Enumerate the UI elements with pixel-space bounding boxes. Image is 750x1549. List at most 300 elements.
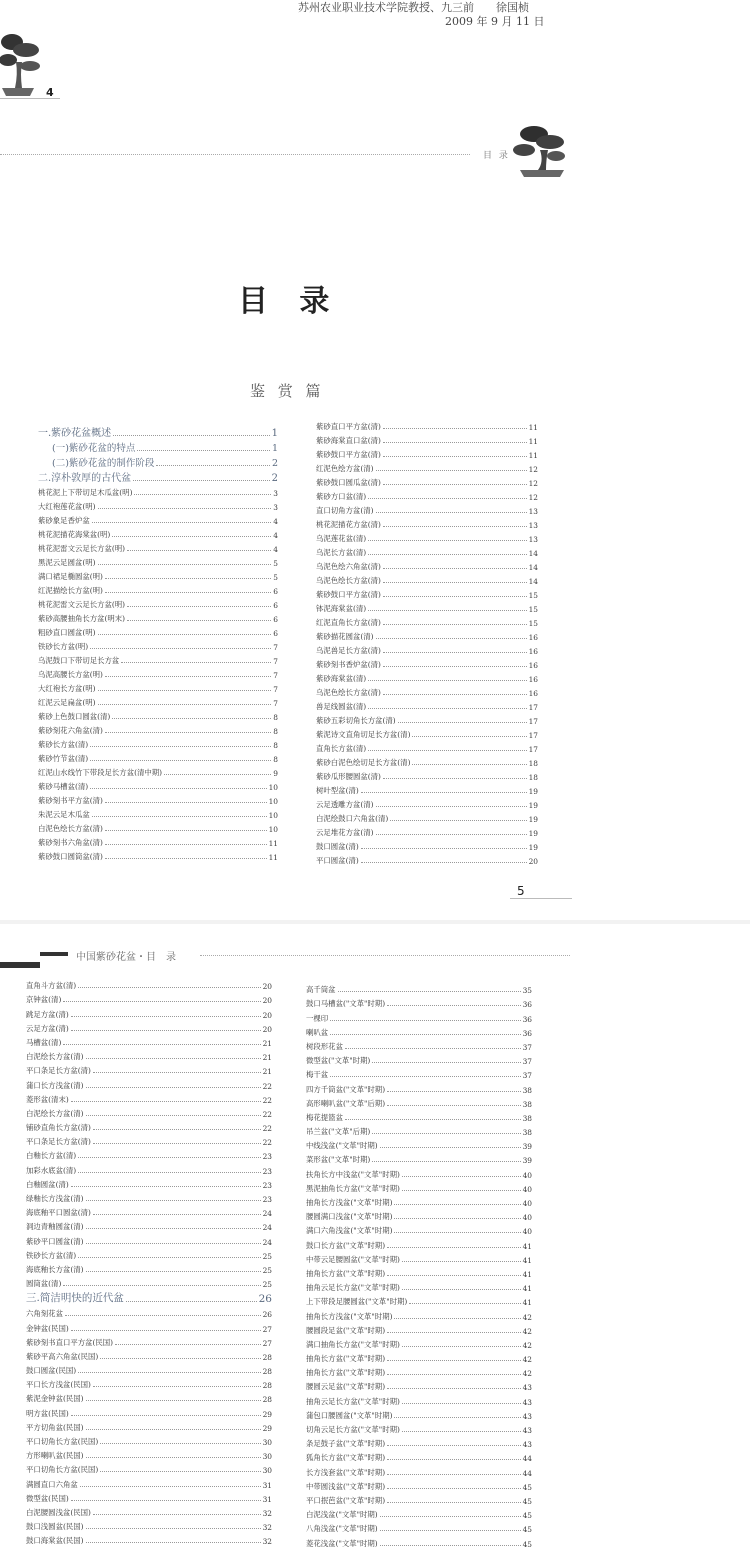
author-line: 苏州农业职业技术学院教授、九三前 徐国桢 — [298, 1, 529, 14]
toc-row — [26, 1404, 272, 1418]
page6-header-bar — [0, 962, 40, 968]
toc-entry-page: 12 — [528, 493, 538, 502]
dot-leader — [71, 1500, 261, 1501]
toc-entry-title: 紫砂白泥色绘切足长方盆(清) — [316, 758, 411, 767]
toc-row — [316, 600, 538, 614]
dot-leader — [383, 526, 527, 527]
toc-entry-page: 30 — [262, 1452, 272, 1462]
toc-row — [306, 1336, 532, 1350]
dot-leader — [105, 732, 271, 733]
toc-entry-page: 42 — [522, 1312, 532, 1322]
toc-row — [38, 652, 278, 666]
toc-row — [38, 526, 278, 540]
toc-row — [306, 1165, 532, 1179]
section-heading: 鉴 赏 篇 — [250, 382, 325, 400]
toc-entry-page: 30 — [262, 1438, 272, 1447]
toc-entry-page: 39 — [522, 1156, 532, 1166]
dot-leader — [86, 1087, 261, 1088]
toc-entry-page: 40 — [522, 1199, 532, 1208]
toc-row — [316, 628, 538, 642]
dot-leader — [394, 1204, 520, 1205]
dot-leader — [78, 987, 260, 988]
toc-entry-page: 17 — [528, 731, 538, 740]
toc-entry-title: 紫泥诗文直角切足长方盆(清) — [316, 730, 411, 739]
toc-row — [38, 638, 278, 652]
toc-row — [38, 610, 278, 624]
toc-row — [316, 516, 538, 530]
dot-leader — [376, 806, 527, 807]
page5-toc-left — [38, 424, 278, 862]
toc-row — [38, 750, 278, 764]
toc-entry-title: 桃花泥上下带切足木瓜盆(明) — [38, 488, 133, 497]
toc-entry-page: 7 — [273, 699, 278, 708]
dot-leader — [383, 582, 527, 583]
toc-entry-page: 3 — [273, 503, 278, 512]
toc-entry-page: 19 — [528, 815, 538, 824]
toc-entry-title: 微型盆("文革"时期) — [306, 1056, 371, 1066]
toc-row — [306, 995, 532, 1009]
toc-row — [306, 1038, 532, 1052]
toc-entry-title: 白泥绘长方盆(清) — [26, 1052, 84, 1062]
toc-row — [306, 1421, 532, 1435]
dot-leader — [63, 1285, 260, 1286]
dot-leader — [380, 1530, 521, 1531]
toc-entry-page: 14 — [528, 549, 538, 558]
toc-row — [306, 1024, 532, 1038]
toc-row — [26, 1334, 272, 1348]
toc-entry-page: 32 — [262, 1523, 272, 1533]
toc-entry-title: 桃花泥雷文云足长方盆(明) — [38, 600, 126, 609]
toc-entry-page: 18 — [528, 759, 538, 768]
toc-entry-title: 二.淳朴敦厚的古代盆 — [38, 473, 132, 484]
dot-leader — [390, 820, 526, 821]
dot-leader — [383, 484, 527, 485]
toc-entry-title: 中线浅盆("文革"时期) — [306, 1141, 378, 1151]
toc-entry-title: 云足堆花方盆(清) — [316, 828, 374, 837]
dot-leader — [380, 1147, 521, 1148]
toc-row — [306, 1066, 532, 1080]
dot-leader — [380, 1516, 521, 1517]
toc-entry-page: 26 — [258, 1293, 272, 1306]
toc-entry-title: 乌泥色绘长方盆(清) — [316, 688, 381, 697]
toc-entry-title: 平口条足长方盆(清) — [26, 1066, 91, 1076]
toc-row — [26, 1161, 272, 1175]
dot-leader — [164, 774, 271, 775]
toc-row — [38, 554, 278, 568]
dot-leader — [98, 634, 272, 635]
toc-entry-page: 23 — [262, 1195, 272, 1204]
dot-leader — [112, 718, 271, 719]
toc-entry-page: 38 — [522, 1085, 532, 1095]
toc-row — [26, 1034, 272, 1048]
toc-row — [38, 498, 278, 512]
toc-entry-title: 黑泥云足圆盆(明) — [38, 558, 96, 567]
toc-entry-page: 20 — [262, 982, 272, 992]
toc-entry-page: 41 — [522, 1284, 532, 1294]
toc-entry-page: 6 — [273, 615, 278, 624]
toc-entry-page: 6 — [273, 629, 278, 638]
toc-row — [316, 502, 538, 516]
toc-row — [26, 1376, 272, 1390]
toc-entry-title: 狐角长方盆("文革"时期) — [306, 1453, 386, 1463]
toc-row — [38, 834, 278, 848]
page6-header-bar-2 — [40, 952, 68, 956]
dot-leader — [394, 1417, 520, 1418]
toc-entry-title: 蒲包口腰圆盆("文革"时期) — [306, 1410, 393, 1420]
toc-row — [316, 796, 538, 810]
toc-entry-page: 41 — [522, 1241, 532, 1251]
dot-leader — [330, 1076, 520, 1077]
toc-entry-title: 朱泥云足木瓜盆 — [38, 810, 90, 819]
toc-row — [316, 558, 538, 572]
toc-entry-title: 八角浅盆("文革"时期) — [306, 1524, 378, 1534]
toc-entry-page: 8 — [273, 741, 278, 750]
toc-row — [306, 1279, 532, 1293]
toc-entry-page: 28 — [262, 1395, 272, 1405]
toc-entry-page: 40 — [522, 1213, 532, 1223]
dot-leader — [100, 1443, 260, 1444]
toc-entry-page: 5 — [273, 559, 278, 568]
toc-row — [26, 1447, 272, 1461]
toc-entry-page: 21 — [262, 1053, 272, 1063]
dot-leader — [71, 1030, 261, 1031]
toc-entry-title: 紫砂鼓口圆瓜盆(清) — [316, 478, 381, 487]
toc-entry-page: 40 — [522, 1227, 532, 1237]
toc-entry-title: 抽角长方盆("文革"时期) — [306, 1268, 386, 1278]
toc-entry-page: 25 — [262, 1251, 272, 1261]
toc-entry-page: 7 — [273, 657, 278, 666]
toc-row — [316, 754, 538, 768]
toc-row — [306, 1350, 532, 1364]
dot-leader — [98, 564, 272, 565]
toc-entry-title: 满口六角浅盆("文革"时期) — [306, 1226, 393, 1236]
toc-entry-title: 树叶型盆(清) — [316, 786, 359, 795]
dot-leader — [86, 1058, 261, 1059]
toc-row — [316, 670, 538, 684]
toc-entry-page: 41 — [522, 1269, 532, 1279]
toc-row — [316, 698, 538, 712]
toc-entry-page: 16 — [528, 661, 538, 670]
dot-leader — [387, 1388, 521, 1389]
toc-row — [306, 1123, 532, 1137]
toc-entry-title: 满口抽角长方盆("文革"时期) — [306, 1339, 400, 1349]
toc-entry-page: 28 — [262, 1352, 272, 1362]
toc-entry-page: 40 — [522, 1184, 532, 1194]
dot-leader — [394, 1232, 520, 1233]
toc-entry-page: 17 — [528, 703, 538, 712]
dot-leader — [330, 1020, 520, 1021]
toc-entry-title: 跳足方盆(清) — [26, 1009, 69, 1019]
toc-entry-title: 铁砂长方盆(清) — [26, 1250, 77, 1260]
toc-entry-title: 黑泥抽角长方盆("文革"时期) — [306, 1183, 400, 1193]
toc-entry-page: 30 — [262, 1466, 272, 1476]
dot-leader — [402, 1176, 521, 1177]
toc-row — [306, 1180, 532, 1194]
toc-entry-page: 16 — [528, 633, 538, 642]
toc-entry-page: 21 — [262, 1038, 272, 1048]
toc-entry-page: 19 — [528, 801, 538, 810]
toc-entry-page: 40 — [522, 1170, 532, 1180]
toc-entry-title: 六角刻花盆 — [26, 1309, 63, 1319]
dot-leader — [383, 428, 527, 429]
toc-entry-page: 45 — [522, 1511, 532, 1521]
toc-entry-title: 红泥描绘长方盆(明) — [38, 586, 103, 595]
toc-row — [306, 1506, 532, 1520]
toc-entry-title: 海底釉平口圆盆(清) — [26, 1208, 91, 1218]
toc-entry-page: 13 — [528, 507, 538, 516]
toc-entry-title: 绿釉长方浅盆(清) — [26, 1194, 84, 1203]
toc-row — [26, 1176, 272, 1190]
toc-entry-title: 直角长方盆(清) — [316, 744, 367, 753]
toc-entry-page: 44 — [522, 1468, 532, 1478]
toc-entry-title: 紫砂海棠盆(清) — [316, 674, 367, 683]
toc-row — [316, 460, 538, 474]
toc-row — [316, 474, 538, 488]
toc-entry-page: 26 — [262, 1310, 272, 1320]
dot-leader — [361, 792, 527, 793]
toc-row — [306, 1534, 532, 1548]
dot-leader — [394, 1318, 520, 1319]
toc-row — [26, 1348, 272, 1362]
toc-entry-title: 紫砂上色鼓口圆盆(清) — [38, 712, 111, 721]
toc-row — [306, 1322, 532, 1336]
toc-entry-title: 上下带段足腰圆盆("文革"时期) — [306, 1297, 408, 1307]
toc-entry-page: 16 — [528, 689, 538, 698]
toc-entry-page: 10 — [268, 825, 278, 834]
dot-leader — [98, 704, 272, 705]
toc-entry-title: 紫砂鼓口平方盆(清) — [316, 450, 381, 459]
toc-row — [316, 530, 538, 544]
toc-entry-title: 圆筒盆(清) — [26, 1279, 62, 1289]
dot-leader — [402, 1261, 521, 1262]
toc-entry-page: 18 — [528, 773, 538, 782]
dot-leader — [86, 1243, 261, 1244]
toc-entry-title: 金钟盆(民国) — [26, 1323, 69, 1333]
toc-entry-title: 紫砂直口平方盆(清) — [316, 422, 381, 431]
toc-entry-page: 29 — [262, 1409, 272, 1419]
dot-leader — [402, 1289, 521, 1290]
toc-entry-title: 直角斗方盆(清) — [26, 981, 77, 991]
toc-row — [306, 981, 532, 995]
dot-leader — [137, 450, 270, 451]
dot-leader — [105, 676, 271, 677]
toc-entry-title: 微型盆(民国) — [26, 1493, 69, 1503]
toc-entry-title: 加彩水底盆(清) — [26, 1165, 77, 1175]
toc-entry-title: 平口抿芭盆("文革"时期) — [306, 1495, 386, 1505]
toc-entry-page: 36 — [522, 1028, 532, 1038]
toc-entry-title: 白泥绘长方盆(清) — [26, 1108, 84, 1118]
toc-entry-title: 吊兰盆("文革"后期) — [306, 1127, 371, 1137]
toc-row — [306, 1293, 532, 1307]
toc-entry-page: 42 — [522, 1326, 532, 1336]
dot-leader — [398, 722, 527, 723]
dot-leader — [387, 1474, 521, 1475]
dot-leader — [387, 1502, 521, 1503]
toc-entry-title: 红泥云足扁盆(明) — [38, 698, 96, 707]
toc-entry-page: 43 — [522, 1426, 532, 1435]
toc-row — [26, 1518, 272, 1532]
toc-entry-page: 42 — [522, 1355, 532, 1365]
dot-leader — [86, 1457, 261, 1458]
toc-entry-page: 15 — [528, 591, 538, 600]
dot-leader — [372, 1062, 520, 1063]
toc-entry-page: 20 — [262, 996, 272, 1006]
toc-entry-page: 38 — [522, 1113, 532, 1123]
dot-leader — [78, 1257, 260, 1258]
dot-leader — [361, 848, 527, 849]
toc-entry-page: 25 — [262, 1265, 272, 1275]
toc-entry-title: 紫砂平高六角盆(民国) — [26, 1351, 99, 1361]
toc-row — [316, 572, 538, 586]
toc-row — [316, 488, 538, 502]
toc-entry-page: 28 — [262, 1367, 272, 1377]
dot-leader — [402, 1431, 521, 1432]
dot-leader — [127, 620, 271, 621]
toc-entry-title: 喇叭盆 — [306, 1027, 329, 1037]
toc-entry-page: 45 — [522, 1482, 532, 1492]
toc-entry-title: 紫砂刻书六角盆(清) — [38, 838, 103, 847]
dot-leader — [105, 592, 271, 593]
toc-row — [26, 1062, 272, 1076]
toc-row — [38, 568, 278, 582]
dot-leader — [394, 1218, 520, 1219]
toc-row — [38, 454, 278, 469]
toc-entry-page: 15 — [528, 619, 538, 628]
toc-entry-title: 条足鼓子盆("文革"时期) — [306, 1439, 386, 1449]
toc-entry-title: 乌泥鼓口下带切足长方盆 — [38, 656, 120, 665]
toc-entry-page: 39 — [522, 1142, 532, 1152]
toc-entry-page: 3 — [273, 489, 278, 498]
toc-entry-title: 长方浅套盆("文革"时期) — [306, 1467, 386, 1477]
toc-row — [26, 1289, 272, 1305]
toc-row — [306, 1307, 532, 1321]
toc-entry-title: 紫砂平口圆盆(清) — [26, 1236, 84, 1246]
toc-entry-page: 42 — [522, 1340, 532, 1350]
dot-leader — [412, 736, 526, 737]
toc-entry-title: 鼓口长方盆("文革"时期) — [306, 1240, 386, 1250]
dot-leader — [387, 1247, 521, 1248]
toc-entry-title: 抽角长方浅盆("文革"时期) — [306, 1198, 393, 1207]
dot-leader — [133, 480, 269, 481]
toc-row — [306, 1463, 532, 1477]
toc-entry-page: 37 — [522, 1042, 532, 1052]
toc-row — [306, 1151, 532, 1165]
dot-leader — [100, 1358, 260, 1359]
toc-entry-title: 洞边青釉圆盆(清) — [26, 1222, 84, 1232]
dot-leader — [93, 1143, 261, 1144]
toc-row — [26, 1076, 272, 1090]
toc-row — [38, 469, 278, 484]
toc-entry-title: 乌泥高腰长方盆(明) — [38, 670, 103, 679]
toc-entry-title: 紫砂刻书平方盆(清) — [38, 796, 103, 805]
toc-entry-title: 紫砂瓜形腰圆盆(清) — [316, 772, 381, 781]
dot-leader — [86, 1528, 261, 1529]
toc-entry-title: 平口圆盆(清) — [316, 856, 359, 865]
toc-row — [38, 596, 278, 610]
toc-row — [38, 708, 278, 722]
page-number-4: 4 — [46, 86, 54, 99]
toc-row — [316, 782, 538, 796]
toc-entry-page: 36 — [522, 1014, 532, 1024]
page5-running-header: 目 录 — [483, 151, 510, 161]
toc-entry-page: 37 — [522, 1071, 532, 1081]
dot-leader — [127, 550, 271, 551]
toc-entry-page: 45 — [522, 1496, 532, 1506]
toc-row — [26, 1020, 272, 1034]
toc-row — [316, 586, 538, 600]
toc-entry-page: 5 — [273, 573, 278, 582]
toc-entry-page: 44 — [522, 1454, 532, 1464]
dot-leader — [372, 1133, 520, 1134]
dot-leader — [387, 1445, 521, 1446]
toc-entry-page: 16 — [528, 647, 538, 656]
dot-leader — [98, 690, 272, 691]
toc-entry-page: 19 — [528, 787, 538, 796]
dot-leader — [71, 1186, 261, 1187]
toc-entry-title: 扶角长方中浅盆("文革"时期) — [306, 1169, 400, 1179]
dot-leader — [380, 1545, 521, 1546]
toc-entry-page: 20 — [528, 857, 538, 866]
dot-leader — [387, 1374, 521, 1375]
toc-row — [316, 684, 538, 698]
dot-leader — [112, 536, 271, 537]
toc-row — [316, 642, 538, 656]
toc-row — [306, 1236, 532, 1250]
toc-entry-title: 腰圆云足盆("文革"时期) — [306, 1382, 386, 1392]
toc-entry-page: 13 — [528, 535, 538, 544]
toc-entry-title: 紫砂刻花六角盆(清) — [38, 726, 103, 735]
dot-leader — [93, 1386, 261, 1387]
toc-row — [26, 1204, 272, 1218]
toc-entry-page: 42 — [522, 1369, 532, 1379]
toc-entry-page: 23 — [262, 1166, 272, 1176]
toc-row — [26, 1390, 272, 1404]
toc-entry-page: 2 — [271, 458, 278, 469]
toc-entry-page: 32 — [262, 1537, 272, 1547]
toc-row — [306, 1449, 532, 1463]
toc-entry-title: 抽角长方盆("文革"时期) — [306, 1368, 386, 1378]
dot-leader — [387, 1005, 521, 1006]
dot-leader — [387, 1332, 521, 1333]
toc-entry-page: 22 — [262, 1138, 272, 1148]
toc-entry-page: 1 — [271, 428, 278, 439]
toc-entry-title: 红泥直角长方盆(清) — [316, 618, 381, 627]
dot-leader — [156, 465, 270, 466]
toc-row — [26, 1147, 272, 1161]
dot-leader — [383, 778, 527, 779]
toc-row — [316, 740, 538, 754]
toc-entry-title: 乌泥色绘长方盆(清) — [316, 576, 381, 585]
toc-entry-title: 平口条足长方盆(清) — [26, 1137, 91, 1147]
dot-leader — [86, 1429, 261, 1430]
dot-leader — [71, 1016, 261, 1017]
toc-row — [306, 1407, 532, 1421]
toc-row — [316, 824, 538, 838]
toc-row — [306, 1052, 532, 1066]
toc-entry-title: 鼓口圆盆(民国) — [26, 1366, 77, 1376]
toc-row — [38, 694, 278, 708]
toc-entry-title: 鼓口圆盆(清) — [316, 842, 359, 851]
dot-leader — [368, 750, 526, 751]
toc-row — [38, 764, 278, 778]
toc-row — [306, 1435, 532, 1449]
toc-entry-title: 抽角长方盆("文革"时期) — [306, 1354, 386, 1364]
toc-row — [316, 810, 538, 824]
toc-row — [26, 1232, 272, 1246]
toc-entry-page: 23 — [262, 1152, 272, 1162]
toc-entry-page: 24 — [262, 1209, 272, 1219]
toc-entry-title: (一)紫砂花盆的特点 — [52, 443, 136, 454]
